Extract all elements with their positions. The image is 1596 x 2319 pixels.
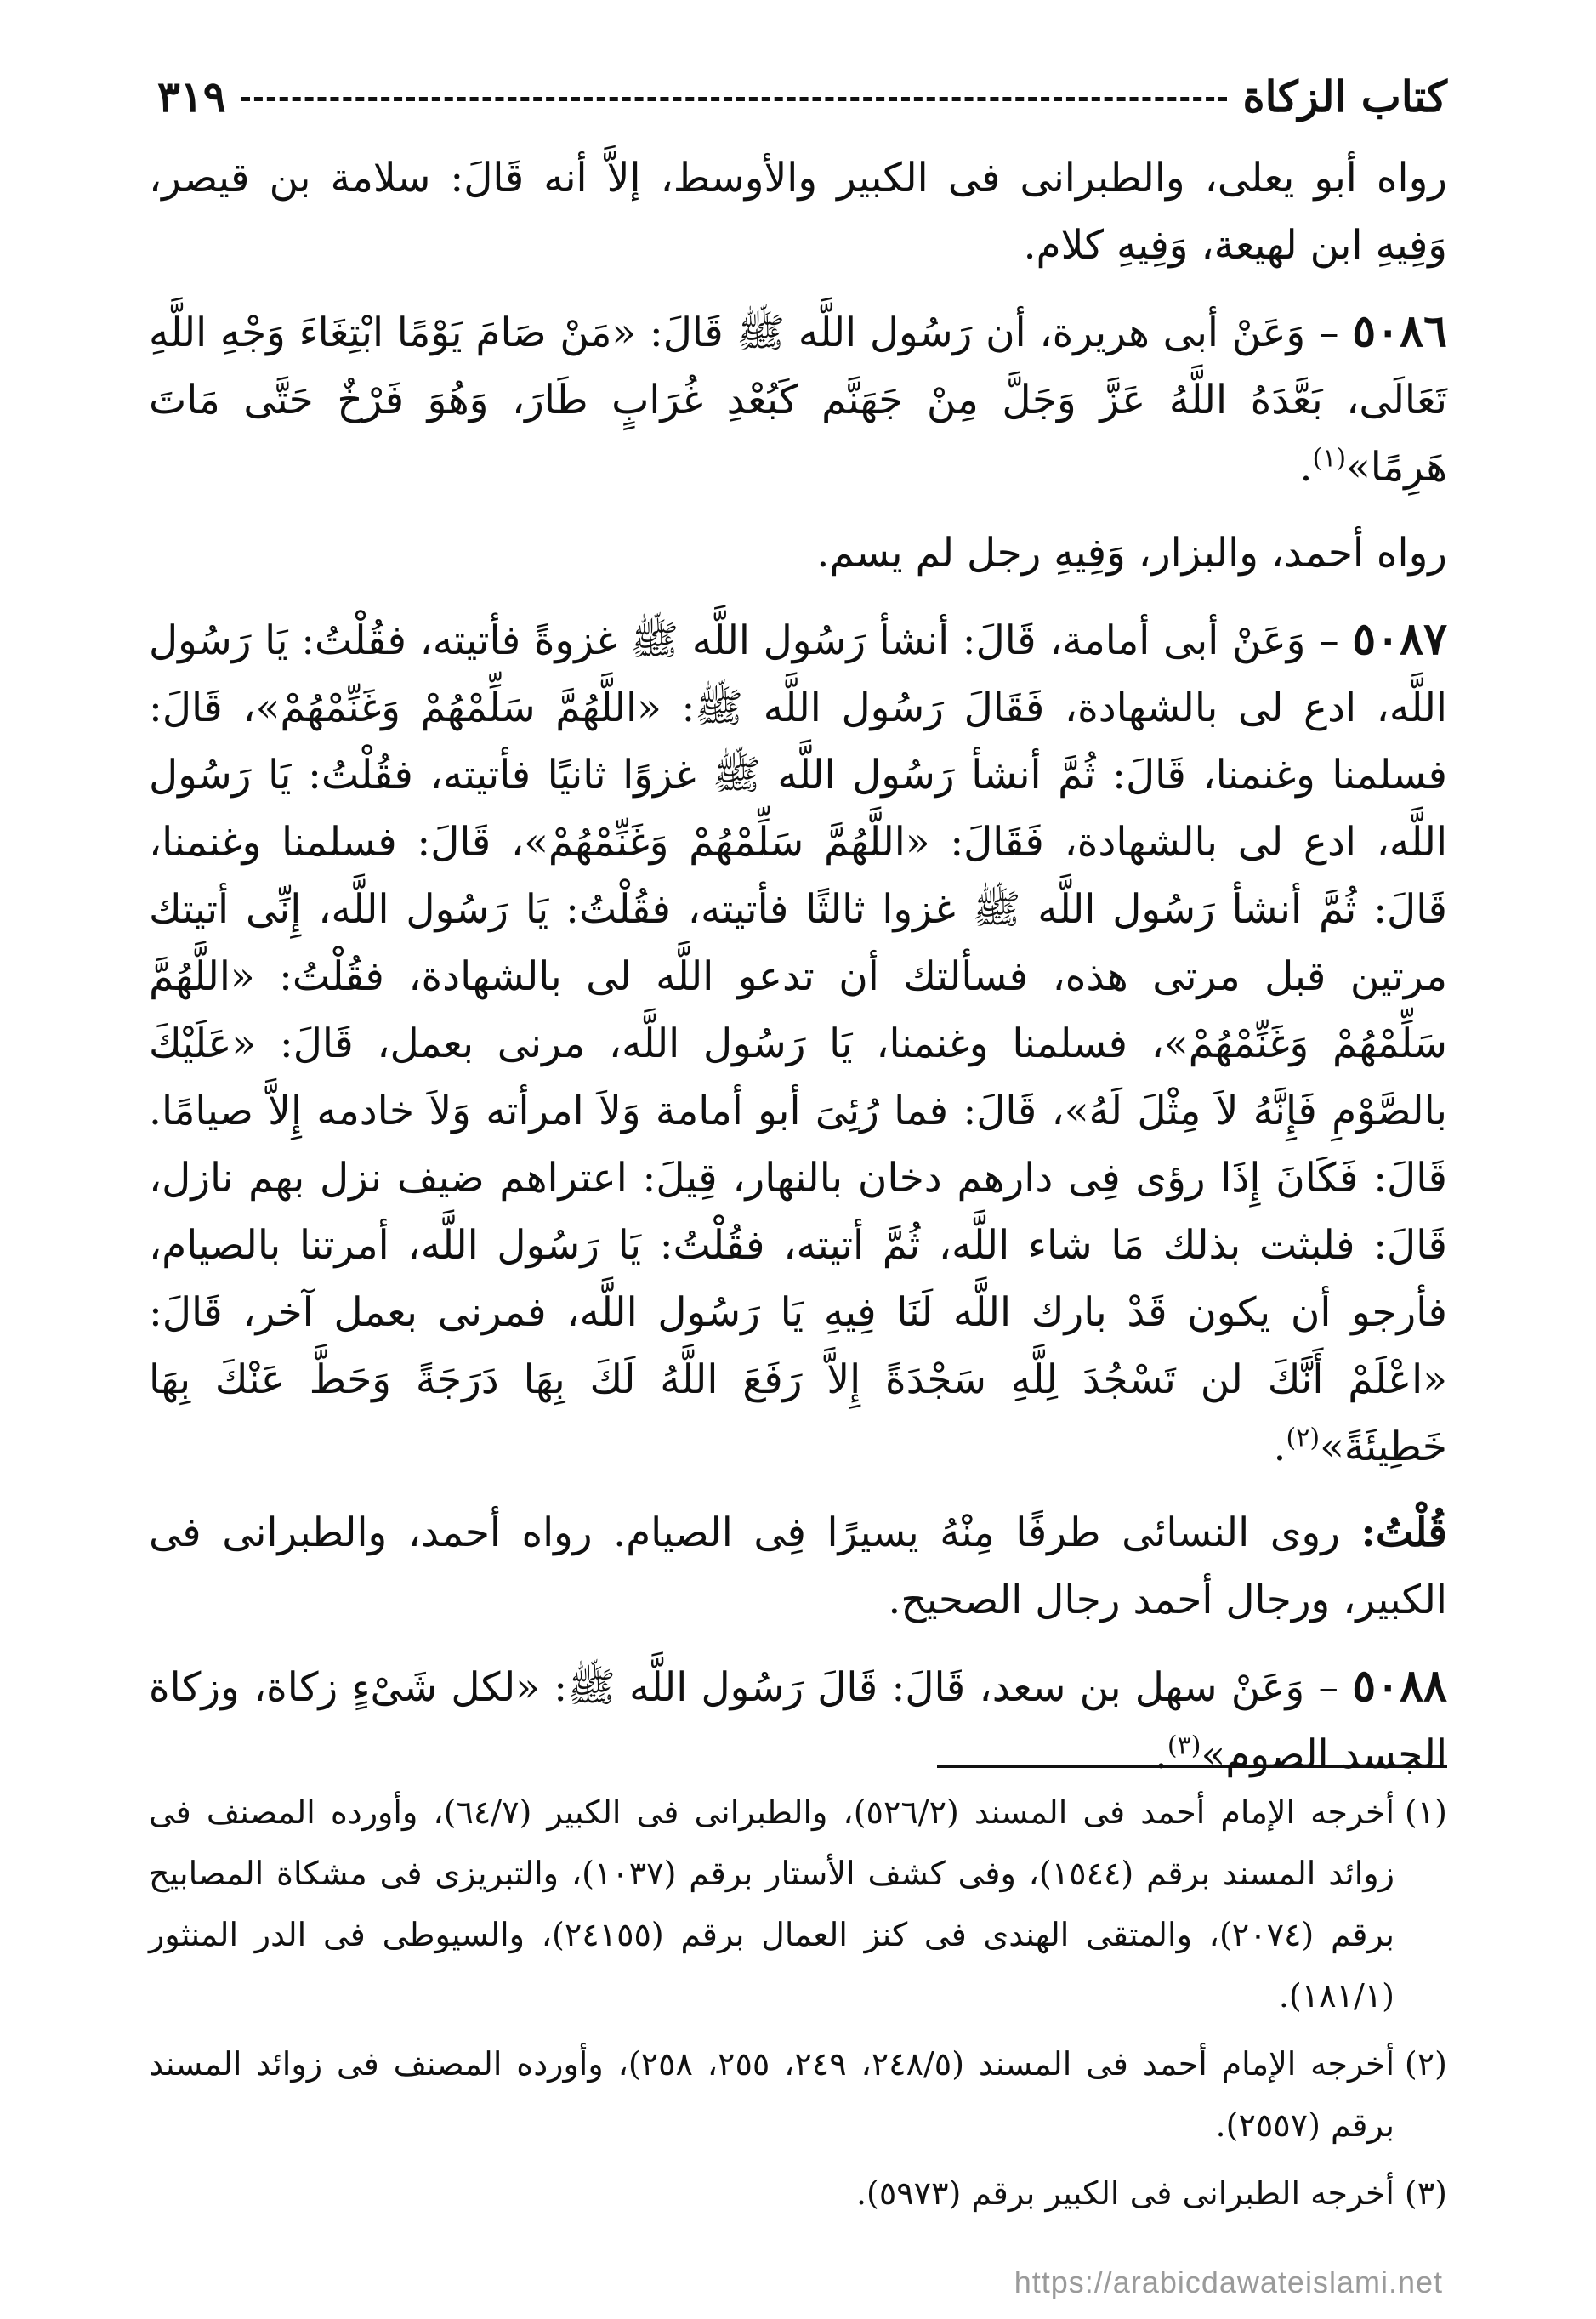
- footnote-ref[interactable]: (٢): [1286, 1423, 1321, 1453]
- chapter-title: كتاب الزكاة: [1242, 71, 1447, 122]
- footnote-mark: (١): [1404, 1793, 1447, 1831]
- watermark-url: https://arabicdawateislami.net: [1014, 2265, 1443, 2299]
- footnote-mark: (٣): [1404, 2174, 1447, 2212]
- hadith-text: – وَعَنْ أبى أمامة، قَالَ: أنشأ رَسُول اللَّه ﷺ غزوةً فأتيته، فقُلْتُ: يَا رَسُول اللَّه، ادع لى بالشهادة، فَقَالَ رَسُول اللَّه ﷺ: «اللَّهُمَّ سَلِّمْهُمْ وَغَنِّمْهُمْ»، قَالَ: فسلمنا وغنمنا، قَالَ: ثُمَّ أنشأ رَسُول اللَّه ﷺ غزوًا ثانيًا فأتيته، فقُلْتُ: يَا رَسُول اللَّه، ادع لى بالشهادة، فَقَالَ: «اللَّهُمَّ سَلِّمْهُمْ وَغَنِّمْهُمْ»، قَالَ: فسلمنا وغنمنا، قَالَ: ثُمَّ أنشأ رَسُول اللَّه ﷺ غزوا ثالثًا فأتيته، فقُلْتُ: يَا رَسُول اللَّه، إِنِّى أتيتك مرتين قبل مرتى هذه، فسألتك أن تدعو اللَّه لى بالشهادة، فقُلْتُ: «اللَّهُمَّ سَلِّمْهُمْ وَغَنِّمْهُمْ»، فسلمنا وغنمنا، يَا رَسُول اللَّه، مرنى بعمل، قَالَ: «عَلَيْكَ بالصَّوْمِ فَإِنَّهُ لاَ مِثْلَ لَهُ»، قَالَ: فما رُئِىَ أبو أمامة وَلاَ امرأته وَلاَ خادمه إِلاَّ صيامًا. قَالَ: فَكَانَ إِذَا رؤى فِى دارهم دخان بالنهار، قِيلَ: اعتراهم ضيف نزل بهم نازل، قَالَ: فلبثت بذلك مَا شاء اللَّه، ثُمَّ أتيته، فقُلْتُ: يَا رَسُول اللَّه، أمرتنا بالصيام، فأرجو أن يكون قَدْ بارك اللَّه لَنَا فِيهِ يَا رَسُول اللَّه، فمرنى بعمل آخر، قَالَ: «اعْلَمْ أَنَّكَ لن تَسْجُدَ لِلَّهِ سَجْدَةً إِلاَّ رَفَعَ اللَّهُ لَكَ بِهَا دَرَجَةً وَحَطَّ عَنْكَ بِهَا خَطِيئَةً»: [149, 617, 1447, 1470]
- commentary-text: روى النسائى طرفًا مِنْهُ يسيرًا فِى الصيام. رواه أحمد، والطبرانى فى الكبير، ورجال أحمد رجال الصحيح.: [149, 1509, 1447, 1623]
- header-dashed-rule: [241, 97, 1228, 101]
- paragraph-commentary: [149, 1499, 1447, 1634]
- hadith-5088: [149, 1652, 1447, 1788]
- hadith-5087: [149, 605, 1447, 1481]
- footnote-ref[interactable]: (١): [1312, 443, 1347, 474]
- hadith-number: ٥٠٨٨: [1352, 1660, 1447, 1712]
- hadith-end: .: [1154, 1731, 1167, 1778]
- paragraph-narration-2: رواه أحمد، والبزار، وَفِيهِ رجل لم يسم.: [816, 530, 1447, 577]
- commentary-lead: قُلْتُ:: [1360, 1509, 1447, 1556]
- main-text: [149, 145, 1447, 1807]
- page-header: [157, 66, 1447, 126]
- footnote-divider: [937, 1765, 1447, 1768]
- footnote-mark: (٢): [1404, 2045, 1447, 2083]
- footnote-2: [149, 2033, 1447, 2156]
- hadith-text: – وَعَنْ سهل بن سعد، قَالَ: قَالَ رَسُول اللَّه ﷺ: «لكل شَىْءٍ زكاة، وزكاة الجسد الصوم»: [149, 1664, 1447, 1778]
- footnote-3: [149, 2163, 1447, 2224]
- footnote-text: أخرجه الإمام أحمد فى المسند (٥٢٦/٢)، والطبرانى فى الكبير (٦٤/٧)، وأورده المصنف فى زوائد المسند برقم (١٥٤٤)، وفى كشف الأستار برقم (١٠٣٧)، والتبريزى فى مشكاة المصابيح برقم (٢٠٧٤)، والمتقى الهندى فى كنز العمال برقم (٢٤١٥٥)، والسيوطى فى الدر المنثور (١٨١/١).: [149, 1793, 1395, 2015]
- footnote-ref[interactable]: (٣): [1167, 1731, 1201, 1761]
- hadith-5086: [149, 298, 1447, 501]
- footnotes: [149, 1782, 1447, 2231]
- hadith-end: .: [1299, 444, 1313, 491]
- hadith-end: .: [1273, 1424, 1286, 1470]
- footnote-text: أخرجه الإمام أحمد فى المسند (٢٤٨/٥، ٢٤٩، ٢٥٥، ٢٥٨)، وأورده المصنف فى زوائد المسند برقم (٢٥٥٧).: [149, 2045, 1395, 2144]
- hadith-text: – وَعَنْ أبى هريرة، أن رَسُول اللَّه ﷺ قَالَ: «مَنْ صَامَ يَوْمًا ابْتِغَاءَ وَجْهِ اللَّهِ تَعَالَى، بَعَّدَهُ اللَّهُ عَزَّ وَجَلَّ مِنْ جَهَنَّم كَبُعْدِ غُرَابٍ طَارَ، وَهُوَ فَرْخٌ حَتَّى مَاتَ هَرِمًا»: [149, 310, 1447, 491]
- footnote-1: [149, 1782, 1447, 2026]
- page-number: ٣١٩: [157, 71, 226, 122]
- hadith-number: ٥٠٨٦: [1352, 305, 1447, 357]
- paragraph-narration-1: رواه أبو يعلى، والطبرانى فى الكبير والأوسط، إلاَّ أنه قَالَ: سلامة بن قيصر، وَفِيهِ ابن لهيعة، وَفِيهِ كلام.: [149, 155, 1447, 269]
- footnote-text: أخرجه الطبرانى فى الكبير برقم (٥٩٧٣).: [855, 2174, 1394, 2212]
- hadith-number: ٥٠٨٧: [1352, 613, 1447, 665]
